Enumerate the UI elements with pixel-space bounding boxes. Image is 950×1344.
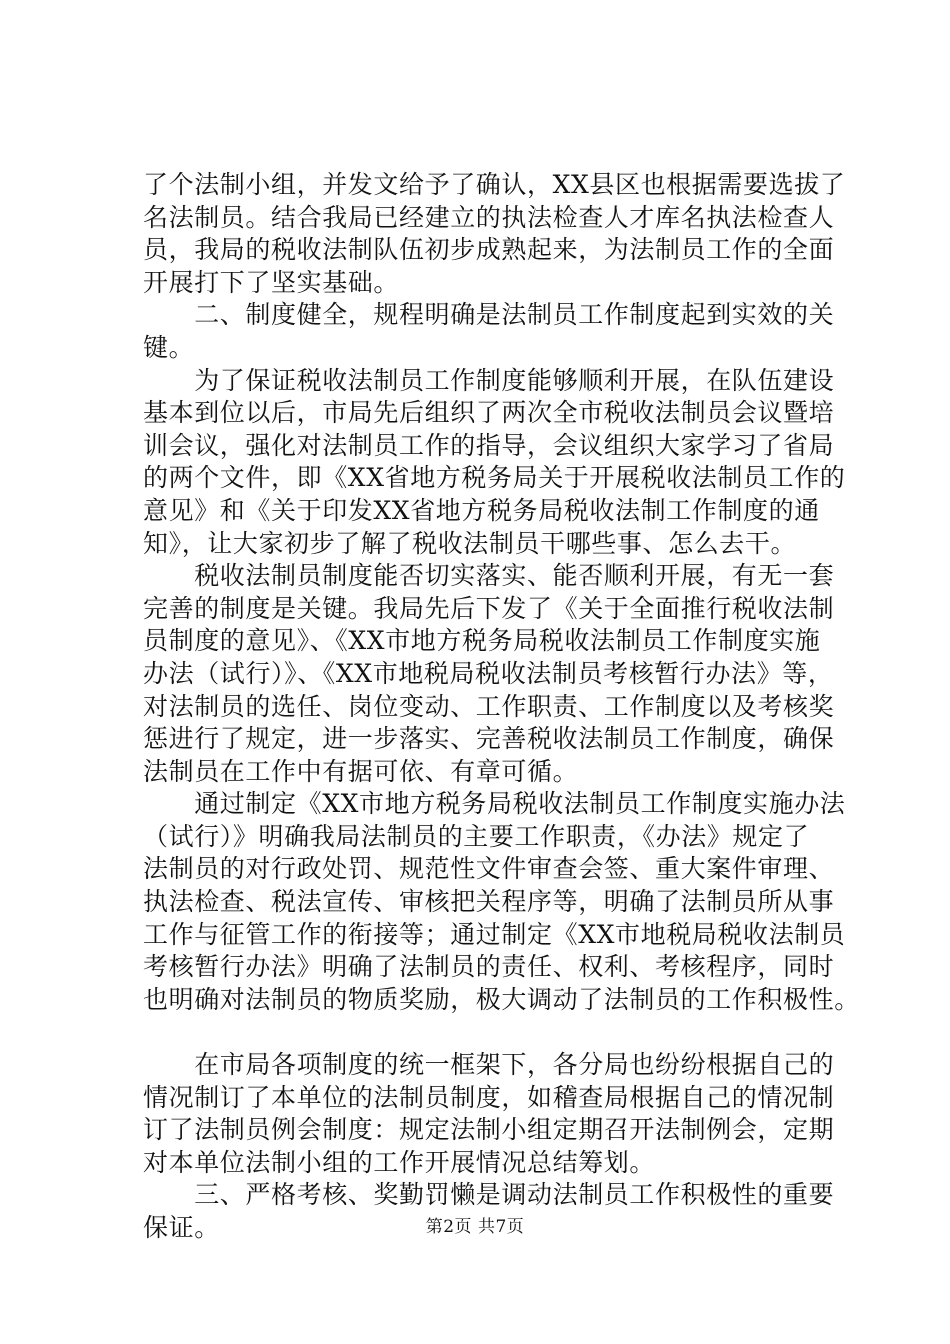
text-line: 执法检查、税法宣传、审核把关程序等，明确了法制员所从事 [143,887,835,917]
text-line: 知》，让大家初步了解了税收法制员干哪些事、怎么去干。 [143,528,797,558]
text-line: 的两个文件，即《XX省地方税务局关于开展税收法制员工作的 [143,463,846,493]
text-line: 名法制员。结合我局已经建立的执法检查人才库名执法检查人 [143,202,835,232]
text-line: 情况制订了本单位的法制员制度，如稽查局根据自己的情况制 [143,1082,835,1112]
text-line: 对法制员的选任、岗位变动、工作职责、工作制度以及考核奖 [143,691,835,721]
text-line: 训会议，强化对法制员工作的指导，会议组织大家学习了省局 [143,430,835,460]
text-line: 为了保证税收法制员工作制度能够顺利开展，在队伍建设 [143,365,835,395]
text-line: 也明确对法制员的物质奖励，极大调动了法制员的工作积极性。 [143,984,860,1014]
text-line: 对本单位法制小组的工作开展情况总结筹划。 [143,1147,656,1177]
section-heading-line: 三、严格考核、奖勤罚懒是调动法制员工作积极性的重要 [143,1180,835,1210]
text-line: 工作与征管工作的衔接等；通过制定《XX市地税局税收法制员 [143,919,846,949]
text-line: 基本到位以后，市局先后组织了两次全市税收法制员会议暨培 [143,398,835,428]
text-line: 开展打下了坚实基础。 [143,267,400,297]
blank-line [143,1016,848,1049]
text-line: 完善的制度是关键。我局先后下发了《关于全面推行税收法制 [143,593,835,623]
text-line: 法制员在工作中有据可依、有章可循。 [143,756,579,786]
text-line: 意见》和《关于印发XX省地方税务局税收法制工作制度的通 [143,495,820,525]
section-heading-line: 键。 [143,332,195,362]
text-line: （试行）》明确我局法制员的主要工作职责，《办法》规定了 [143,821,810,851]
text-line: 法制员的对行政处罚、规范性文件审查会签、重大案件审理、 [143,854,835,884]
section-heading-line: 保证。 [143,1213,220,1242]
text-line: 通过制定《XX市地方税务局税收法制员工作制度实施办法 [143,789,846,819]
text-line: 考核暂行办法》明确了法制员的责任、权利、考核程序，同时 [143,952,835,982]
text-line: 员制度的意见》、《XX市地方税务局税收法制员工作制度实施 [143,626,821,656]
text-line: 税收法制员制度能否切实落实、能否顺利开展，有无一套 [143,561,835,591]
text-line: 员，我局的税收法制队伍初步成熟起来，为法制员工作的全面 [143,235,835,265]
text-line: 办法（试行）》、《XX市地税局税收法制员考核暂行办法》等， [143,658,834,688]
page-number-footer: 第2页 共7页 [425,1217,525,1237]
text-line: 惩进行了规定，进一步落实、完善税收法制员工作制度，确保 [143,724,835,754]
text-line: 在市局各项制度的统一框架下，各分局也纷纷根据自己的 [143,1050,835,1080]
document-body [143,169,860,1245]
section-heading-line: 二、制度健全，规程明确是法制员工作制度起到实效的关 [143,300,835,330]
text-line: 订了法制员例会制度：规定法制小组定期召开法制例会，定期 [143,1115,835,1145]
text-line: 了个法制小组，并发文给予了确认，XX县区也根据需要选拔了 [143,170,846,199]
